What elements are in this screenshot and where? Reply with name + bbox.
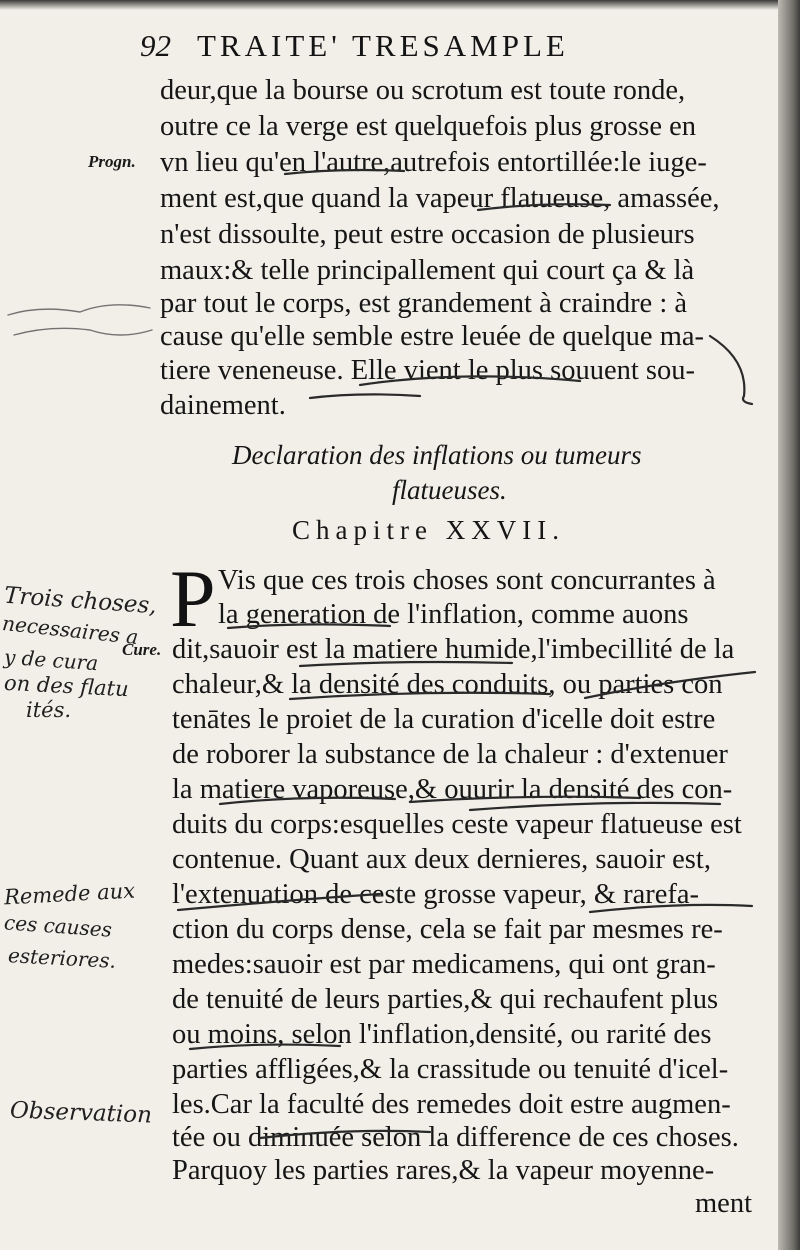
faint-pencil-mark (8, 305, 150, 315)
body-line: les.Car la faculté des remedes doit estre augmen- (172, 1089, 731, 1120)
underline-mark (478, 204, 610, 210)
underline-mark (228, 624, 390, 628)
body-line: parties affligées,& la crassitude ou tenuité d'icel- (172, 1054, 729, 1085)
body-line: de tenuité de leurs parties,& qui rechaufent plus (172, 984, 719, 1015)
handwritten-note: esteriores. (7, 943, 117, 973)
underline-mark (178, 894, 380, 910)
margin-note-cure: Cure. (122, 640, 162, 659)
underline-mark (470, 803, 720, 810)
faint-pencil-mark (14, 328, 152, 335)
body-line: Parquoy les parties rares,& la vapeur moyenne- (172, 1155, 715, 1186)
body-line: medes:sauoir est par medicamens, qui ont gran- (172, 949, 716, 980)
body-line: Vis que ces trois choses sont concurrantes à (218, 565, 716, 596)
body-line: par tout le corps, est grandement à craindre : à (160, 288, 688, 319)
body-line: cause qu'elle semble estre leuée de quelque ma- (160, 321, 705, 352)
body-line: tenātes le proiet de la curation d'icelle doit estre (172, 704, 716, 735)
underline-mark (410, 797, 640, 802)
margin-note-prognostic: Progn. (88, 152, 136, 171)
body-line: la matiere vaporeuse,& ouurir la densité des con- (172, 774, 733, 805)
body-line: outre ce la verge est quelquefois plus grosse en (160, 111, 697, 142)
chapter-title: Chapitre XXVII. (292, 515, 565, 545)
handwritten-note: ités. (26, 698, 72, 722)
underline-mark (300, 662, 512, 666)
body-line: l'extenuation de ceste grosse vapeur, & rarefa- (172, 879, 700, 910)
body-line: ment (695, 1188, 752, 1219)
underline-mark (585, 672, 755, 698)
section-heading-line2: flatueuses. (392, 475, 507, 505)
body-line: dainement. (160, 390, 286, 421)
body-line: tiere veneneuse. Elle vient le plus souuent sou- (160, 355, 696, 386)
body-line: n'est dissoulte, peut estre occasion de plusieurs (160, 219, 695, 250)
body-line: tée ou diminuée selon la difference de ces choses. (172, 1122, 739, 1153)
underline-mark (260, 1131, 430, 1138)
body-line: ment est,que quand la vapeur flatueuse, amassée, (160, 183, 720, 214)
handwritten-note: y de cura (3, 644, 99, 676)
handwritten-note: Remede aux (3, 878, 136, 910)
body-line: ction du corps dense, cela se fait par mesmes re- (172, 914, 723, 945)
body-line: de roborer la substance de la chaleur : d'extenuer (172, 739, 728, 770)
body-line: chaleur,& la densité des conduits, ou parties con (172, 669, 723, 700)
handwritten-note: on des flatu (3, 670, 130, 702)
handwritten-note: ces causes (3, 910, 113, 942)
underline-mark (190, 1045, 340, 1049)
handwritten-note: Trois choses, (3, 582, 158, 620)
body-line: dit,sauoir est la matiere humide,l'imbecillité de la (172, 634, 735, 665)
running-title: TRAITE' TRESAMPLE (197, 28, 569, 63)
body-line: vn lieu qu'en l'autre,autrefois entortillée:le iuge- (160, 147, 707, 178)
body-line: deur,que la bourse ou scrotum est toute ronde, (160, 75, 686, 106)
body-line: duits du corps:esquelles ceste vapeur flatueuse est (172, 809, 742, 840)
underline-mark (360, 376, 580, 385)
underline-mark (590, 905, 752, 912)
underline-mark (310, 394, 420, 398)
page-number: 92 (140, 28, 171, 63)
body-line: la generation de l'inflation, comme auons (218, 599, 689, 630)
underline-mark (220, 798, 395, 804)
drop-cap: P (170, 553, 216, 644)
underline-mark (290, 693, 550, 699)
underline-mark (285, 170, 404, 174)
handwritten-note: necessaires a (1, 610, 140, 650)
section-heading-line1: Declaration des inflations ou tumeurs (232, 440, 642, 470)
handwritten-note: Observation (9, 1097, 153, 1129)
body-line: maux:& telle principallement qui court ça & là (160, 255, 695, 286)
body-line: ou moins, selon l'inflation,densité, ou rarité des (172, 1019, 712, 1050)
body-line: contenue. Quant aux deux dernieres, sauoir est, (172, 844, 711, 875)
margin-bracket (710, 336, 752, 404)
